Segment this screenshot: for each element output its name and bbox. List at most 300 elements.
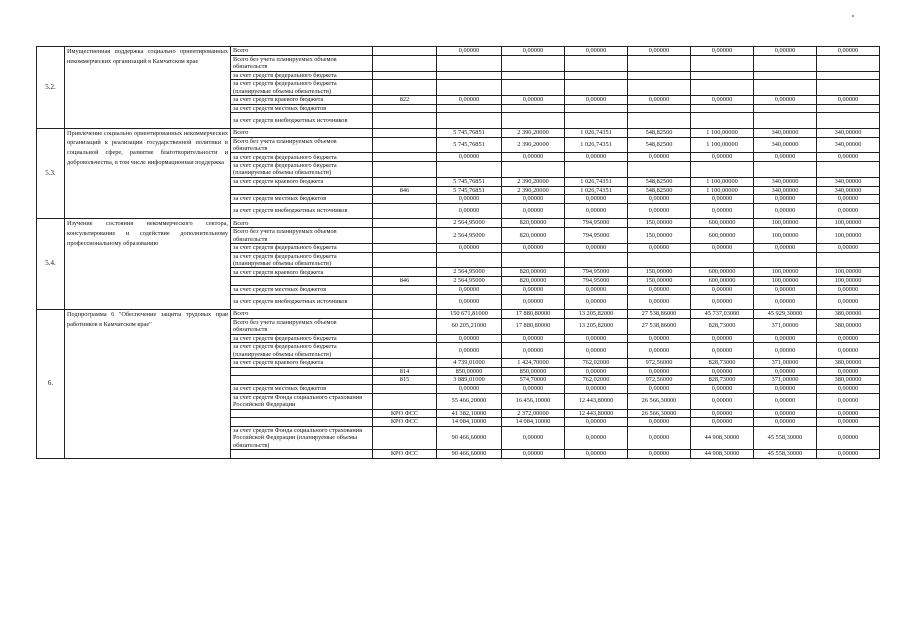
section-number: 6. xyxy=(37,310,65,459)
funding-source: за счет средств Фонда социального страхования Российской Федерации (планируемые объемы обязательств) xyxy=(231,426,373,449)
amount-cell xyxy=(817,162,880,178)
amount-cell: 1 026,74351 xyxy=(565,177,628,186)
amount-cell xyxy=(754,104,817,113)
amount-cell: 2 564,95000 xyxy=(437,277,502,286)
amount-cell xyxy=(565,55,628,71)
amount-cell: 850,00000 xyxy=(502,367,565,376)
amount-cell: 0,00000 xyxy=(817,385,880,394)
amount-cell: 0,00000 xyxy=(817,243,880,252)
amount-cell: 0,00000 xyxy=(691,47,754,56)
amount-cell xyxy=(437,162,502,178)
amount-cell: 0,00000 xyxy=(502,343,565,359)
amount-cell: 0,00000 xyxy=(437,153,502,162)
amount-cell xyxy=(437,252,502,268)
amount-cell: 828,73000 xyxy=(691,376,754,385)
amount-cell: 1 026,74351 xyxy=(565,186,628,195)
amount-cell: 2 390,20000 xyxy=(502,137,565,153)
amount-cell: 0,00000 xyxy=(817,426,880,449)
budget-code xyxy=(373,80,437,96)
amount-cell: 0,00000 xyxy=(691,294,754,310)
amount-cell: 0,00000 xyxy=(502,243,565,252)
amount-cell: 0,00000 xyxy=(502,385,565,394)
amount-cell: 5 745,76851 xyxy=(437,177,502,186)
budget-code xyxy=(373,343,437,359)
amount-cell: 0,00000 xyxy=(754,418,817,427)
amount-cell: 0,00000 xyxy=(691,385,754,394)
amount-cell: 90 466,60000 xyxy=(437,426,502,449)
budget-code xyxy=(373,228,437,244)
amount-cell: 0,00000 xyxy=(565,426,628,449)
amount-cell: 340,00000 xyxy=(754,177,817,186)
amount-cell: 600,00000 xyxy=(691,268,754,277)
amount-cell: 5 745,76851 xyxy=(437,128,502,137)
table-row xyxy=(37,128,880,137)
budget-code xyxy=(373,162,437,178)
amount-cell: 60 205,21000 xyxy=(437,318,502,334)
budget-code xyxy=(373,113,437,129)
funding-source: за счет средств внебюджетных источников xyxy=(231,203,373,219)
amount-cell: 0,00000 xyxy=(754,343,817,359)
amount-cell xyxy=(817,113,880,129)
amount-cell: 2 564,95000 xyxy=(437,219,502,228)
amount-cell: 828,73000 xyxy=(691,359,754,368)
funding-source: Всего без учета планируемых объемов обязательств xyxy=(231,137,373,153)
amount-cell: 0,00000 xyxy=(817,450,880,459)
amount-cell: 26 566,30000 xyxy=(628,393,691,409)
amount-cell xyxy=(817,80,880,96)
amount-cell: 0,00000 xyxy=(817,285,880,294)
budget-code xyxy=(373,294,437,310)
amount-cell: 1 100,00000 xyxy=(691,137,754,153)
amount-cell: 150 671,81000 xyxy=(437,310,502,319)
amount-cell: 0,00000 xyxy=(817,418,880,427)
budget-code: 815 xyxy=(373,376,437,385)
amount-cell: 5 745,76851 xyxy=(437,137,502,153)
section-name: Привлечение социально ориентированных некоммерческих организаций к реализации государственной политики в социальной сфере, развитие благотворительности и добровольчества, в том числе информационная поддержка xyxy=(65,128,231,219)
amount-cell xyxy=(628,71,691,80)
amount-cell: 0,00000 xyxy=(754,285,817,294)
amount-cell xyxy=(754,113,817,129)
amount-cell: 0,00000 xyxy=(437,47,502,56)
amount-cell: 45 558,30000 xyxy=(754,426,817,449)
amount-cell: 100,00000 xyxy=(754,228,817,244)
funding-source xyxy=(231,367,373,376)
amount-cell: 0,00000 xyxy=(502,334,565,343)
amount-cell: 0,00000 xyxy=(565,450,628,459)
amount-cell: 548,82500 xyxy=(628,128,691,137)
budget-code xyxy=(373,385,437,394)
funding-source: за счет средств федерального бюджета xyxy=(231,243,373,252)
amount-cell: 0,00000 xyxy=(565,243,628,252)
amount-cell xyxy=(691,55,754,71)
amount-cell: 762,02000 xyxy=(565,359,628,368)
amount-cell: 2 372,00000 xyxy=(502,409,565,418)
amount-cell xyxy=(628,162,691,178)
budget-code xyxy=(373,153,437,162)
amount-cell: 0,00000 xyxy=(565,385,628,394)
amount-cell: 13 205,82000 xyxy=(565,310,628,319)
amount-cell: 0,00000 xyxy=(817,203,880,219)
funding-source: за счет средств федерального бюджета (планируемые объемы обязательств) xyxy=(231,252,373,268)
amount-cell xyxy=(437,104,502,113)
amount-cell: 16 456,10000 xyxy=(502,393,565,409)
amount-cell: 150,00000 xyxy=(628,228,691,244)
amount-cell: 0,00000 xyxy=(817,294,880,310)
amount-cell: 44 908,30000 xyxy=(691,450,754,459)
amount-cell: 2 564,95000 xyxy=(437,268,502,277)
amount-cell: 820,00000 xyxy=(502,277,565,286)
amount-cell: 548,82500 xyxy=(628,177,691,186)
amount-cell xyxy=(817,104,880,113)
amount-cell: 55 466,20000 xyxy=(437,393,502,409)
amount-cell: 0,00000 xyxy=(628,418,691,427)
amount-cell: 0,00000 xyxy=(817,195,880,204)
section-number: 5.3. xyxy=(37,128,65,219)
budget-table-page xyxy=(36,46,880,459)
amount-cell: 794,95000 xyxy=(565,219,628,228)
amount-cell: 0,00000 xyxy=(502,195,565,204)
table-row xyxy=(37,219,880,228)
amount-cell: 794,95000 xyxy=(565,277,628,286)
amount-cell xyxy=(502,71,565,80)
amount-cell: 150,00000 xyxy=(628,219,691,228)
amount-cell xyxy=(817,252,880,268)
amount-cell: 0,00000 xyxy=(817,367,880,376)
amount-cell: 972,56000 xyxy=(628,359,691,368)
amount-cell: 0,00000 xyxy=(691,393,754,409)
funding-source: Всего без учета планируемых объемов обязательств xyxy=(231,318,373,334)
amount-cell: 0,00000 xyxy=(502,203,565,219)
funding-source: за счет средств федерального бюджета xyxy=(231,153,373,162)
amount-cell: 600,00000 xyxy=(691,277,754,286)
amount-cell: 0,00000 xyxy=(628,426,691,449)
amount-cell: 0,00000 xyxy=(628,367,691,376)
amount-cell xyxy=(691,252,754,268)
amount-cell: 0,00000 xyxy=(437,294,502,310)
amount-cell: 0,00000 xyxy=(754,409,817,418)
amount-cell xyxy=(502,252,565,268)
amount-cell: 0,00000 xyxy=(628,385,691,394)
amount-cell: 2 390,20000 xyxy=(502,186,565,195)
amount-cell: 820,00000 xyxy=(502,268,565,277)
amount-cell xyxy=(565,162,628,178)
amount-cell: 27 538,86000 xyxy=(628,310,691,319)
amount-cell xyxy=(691,80,754,96)
amount-cell: 0,00000 xyxy=(817,96,880,105)
amount-cell: 0,00000 xyxy=(437,334,502,343)
budget-code: КРО ФСС xyxy=(373,409,437,418)
amount-cell xyxy=(691,71,754,80)
amount-cell: 0,00000 xyxy=(565,47,628,56)
amount-cell: 1 100,00000 xyxy=(691,128,754,137)
amount-cell: 0,00000 xyxy=(754,334,817,343)
budget-code xyxy=(373,195,437,204)
section-number: 5.2. xyxy=(37,47,65,129)
section-name: Имущественная поддержка социально ориентированных некоммерческих организаций в Камчатском крае xyxy=(65,47,231,129)
amount-cell: 100,00000 xyxy=(817,268,880,277)
amount-cell: 100,00000 xyxy=(817,219,880,228)
amount-cell xyxy=(628,252,691,268)
amount-cell: 100,00000 xyxy=(817,228,880,244)
amount-cell: 0,00000 xyxy=(502,96,565,105)
amount-cell: 0,00000 xyxy=(691,367,754,376)
amount-cell xyxy=(502,55,565,71)
amount-cell: 0,00000 xyxy=(628,153,691,162)
budget-code xyxy=(373,243,437,252)
amount-cell: 4 739,01000 xyxy=(437,359,502,368)
budget-code xyxy=(373,334,437,343)
amount-cell: 0,00000 xyxy=(691,409,754,418)
amount-cell: 794,95000 xyxy=(565,228,628,244)
amount-cell xyxy=(565,113,628,129)
amount-cell: 0,00000 xyxy=(437,195,502,204)
budget-code xyxy=(373,128,437,137)
funding-source xyxy=(231,186,373,195)
amount-cell: 380,00000 xyxy=(817,359,880,368)
amount-cell: 2 390,20000 xyxy=(502,177,565,186)
amount-cell xyxy=(817,55,880,71)
amount-cell: 150,00000 xyxy=(628,268,691,277)
budget-code xyxy=(373,55,437,71)
amount-cell: 0,00000 xyxy=(437,243,502,252)
scan-speck xyxy=(852,15,854,17)
amount-cell: 0,00000 xyxy=(502,450,565,459)
funding-source: Всего xyxy=(231,310,373,319)
amount-cell: 45 929,30000 xyxy=(754,310,817,319)
amount-cell: 340,00000 xyxy=(754,128,817,137)
budget-code: 846 xyxy=(373,186,437,195)
budget-code: 822 xyxy=(373,96,437,105)
amount-cell: 1 026,74351 xyxy=(565,137,628,153)
amount-cell: 0,00000 xyxy=(565,96,628,105)
amount-cell: 340,00000 xyxy=(754,186,817,195)
amount-cell: 762,02000 xyxy=(565,376,628,385)
amount-cell: 100,00000 xyxy=(754,219,817,228)
amount-cell: 27 538,86000 xyxy=(628,318,691,334)
amount-cell xyxy=(437,80,502,96)
funding-source xyxy=(231,450,373,459)
amount-cell: 820,00000 xyxy=(502,228,565,244)
funding-source: за счет средств федерального бюджета xyxy=(231,334,373,343)
amount-cell xyxy=(437,113,502,129)
amount-cell: 0,00000 xyxy=(628,47,691,56)
amount-cell: 371,00000 xyxy=(754,359,817,368)
amount-cell: 0,00000 xyxy=(565,203,628,219)
amount-cell: 380,00000 xyxy=(817,318,880,334)
budget-code xyxy=(373,252,437,268)
section-name: Подпрограмма 6 "Обеспечение защиты трудовых прав работников в Камчатском крае" xyxy=(65,310,231,459)
budget-code xyxy=(373,393,437,409)
amount-cell: 0,00000 xyxy=(754,367,817,376)
funding-source: Всего без учета планируемых объемов обязательств xyxy=(231,228,373,244)
amount-cell: 0,00000 xyxy=(691,96,754,105)
section-name: Изучение состояния некоммерческого сектора, консультирование и содействие дополнительному профессиональному образованию xyxy=(65,219,231,310)
budget-code xyxy=(373,318,437,334)
amount-cell: 0,00000 xyxy=(628,203,691,219)
amount-cell: 0,00000 xyxy=(628,96,691,105)
amount-cell xyxy=(565,80,628,96)
funding-source: за счет средств краевого бюджета xyxy=(231,359,373,368)
amount-cell: 548,82500 xyxy=(628,137,691,153)
amount-cell: 0,00000 xyxy=(502,294,565,310)
table-row xyxy=(37,310,880,319)
amount-cell xyxy=(691,104,754,113)
funding-source: за счет средств федерального бюджета (планируемые объемы обязательств) xyxy=(231,80,373,96)
amount-cell: 0,00000 xyxy=(437,96,502,105)
amount-cell: 600,00000 xyxy=(691,228,754,244)
funding-source: за счет средств местных бюджетов xyxy=(231,104,373,113)
amount-cell: 0,00000 xyxy=(437,343,502,359)
amount-cell: 150,00000 xyxy=(628,277,691,286)
amount-cell: 0,00000 xyxy=(565,343,628,359)
budget-code xyxy=(373,285,437,294)
section-number: 5.4. xyxy=(37,219,65,310)
amount-cell: 548,82500 xyxy=(628,186,691,195)
amount-cell: 0,00000 xyxy=(691,243,754,252)
amount-cell: 0,00000 xyxy=(754,243,817,252)
funding-source xyxy=(231,277,373,286)
amount-cell: 0,00000 xyxy=(691,195,754,204)
amount-cell: 14 084,10000 xyxy=(437,418,502,427)
amount-cell: 340,00000 xyxy=(754,137,817,153)
amount-cell: 1 424,70000 xyxy=(502,359,565,368)
amount-cell: 0,00000 xyxy=(628,243,691,252)
amount-cell: 0,00000 xyxy=(502,153,565,162)
amount-cell: 0,00000 xyxy=(437,385,502,394)
amount-cell: 600,00000 xyxy=(691,219,754,228)
amount-cell xyxy=(437,55,502,71)
funding-source: за счет средств федерального бюджета (планируемые объемы обязательств) xyxy=(231,162,373,178)
amount-cell: 0,00000 xyxy=(565,367,628,376)
budget-code: 846 xyxy=(373,277,437,286)
amount-cell xyxy=(628,55,691,71)
funding-source: Всего xyxy=(231,128,373,137)
budget-code: КРО ФСС xyxy=(373,418,437,427)
funding-source: за счет средств краевого бюджета xyxy=(231,96,373,105)
amount-cell xyxy=(754,55,817,71)
amount-cell: 26 566,30000 xyxy=(628,409,691,418)
amount-cell xyxy=(502,80,565,96)
funding-source: за счет средств краевого бюджета xyxy=(231,268,373,277)
funding-source: за счет средств федерального бюджета (планируемые объемы обязательств) xyxy=(231,343,373,359)
amount-cell: 0,00000 xyxy=(817,47,880,56)
amount-cell: 0,00000 xyxy=(691,343,754,359)
amount-cell xyxy=(502,162,565,178)
amount-cell xyxy=(754,80,817,96)
amount-cell xyxy=(754,71,817,80)
funding-source xyxy=(231,418,373,427)
funding-source: за счет средств местных бюджетов xyxy=(231,285,373,294)
amount-cell: 0,00000 xyxy=(565,334,628,343)
amount-cell: 1 100,00000 xyxy=(691,186,754,195)
amount-cell: 0,00000 xyxy=(565,285,628,294)
budget-code: 814 xyxy=(373,367,437,376)
amount-cell: 0,00000 xyxy=(817,334,880,343)
funding-source: Всего xyxy=(231,219,373,228)
amount-cell xyxy=(754,162,817,178)
amount-cell: 12 443,80000 xyxy=(565,393,628,409)
funding-source: за счет средств федерального бюджета xyxy=(231,71,373,80)
amount-cell: 0,00000 xyxy=(502,285,565,294)
amount-cell: 0,00000 xyxy=(817,343,880,359)
amount-cell: 2 390,20000 xyxy=(502,128,565,137)
amount-cell: 0,00000 xyxy=(628,285,691,294)
funding-source: за счет средств Фонда социального страхования Российской Федерации xyxy=(231,393,373,409)
amount-cell: 0,00000 xyxy=(754,47,817,56)
amount-cell xyxy=(565,71,628,80)
amount-cell: 100,00000 xyxy=(754,268,817,277)
amount-cell: 5 745,76851 xyxy=(437,186,502,195)
amount-cell: 41 382,10000 xyxy=(437,409,502,418)
funding-source: за счет средств внебюджетных источников xyxy=(231,294,373,310)
amount-cell: 0,00000 xyxy=(691,334,754,343)
amount-cell: 850,00000 xyxy=(437,367,502,376)
amount-cell xyxy=(502,104,565,113)
amount-cell: 90 466,60000 xyxy=(437,450,502,459)
amount-cell: 0,00000 xyxy=(691,418,754,427)
table-row xyxy=(37,47,880,56)
amount-cell xyxy=(691,162,754,178)
budget-code xyxy=(373,47,437,56)
budget-code: КРО ФСС xyxy=(373,450,437,459)
amount-cell: 371,00000 xyxy=(754,318,817,334)
amount-cell: 340,00000 xyxy=(817,186,880,195)
amount-cell: 14 084,10000 xyxy=(502,418,565,427)
amount-cell: 1 100,00000 xyxy=(691,177,754,186)
budget-code xyxy=(373,310,437,319)
funding-source xyxy=(231,376,373,385)
amount-cell: 0,00000 xyxy=(628,450,691,459)
budget-code xyxy=(373,268,437,277)
amount-cell: 0,00000 xyxy=(565,195,628,204)
amount-cell: 0,00000 xyxy=(817,153,880,162)
amount-cell: 380,00000 xyxy=(817,310,880,319)
amount-cell: 820,00000 xyxy=(502,219,565,228)
amount-cell: 0,00000 xyxy=(754,385,817,394)
amount-cell: 828,73000 xyxy=(691,318,754,334)
funding-source: Всего без учета планируемых объемов обязательств xyxy=(231,55,373,71)
budget-code xyxy=(373,203,437,219)
budget-code xyxy=(373,219,437,228)
amount-cell: 0,00000 xyxy=(754,294,817,310)
amount-cell: 972,56000 xyxy=(628,376,691,385)
amount-cell: 0,00000 xyxy=(628,343,691,359)
amount-cell: 0,00000 xyxy=(754,195,817,204)
amount-cell: 0,00000 xyxy=(817,393,880,409)
amount-cell: 3 889,01000 xyxy=(437,376,502,385)
amount-cell: 574,70000 xyxy=(502,376,565,385)
amount-cell: 0,00000 xyxy=(754,203,817,219)
amount-cell: 0,00000 xyxy=(437,285,502,294)
amount-cell: 2 564,95000 xyxy=(437,228,502,244)
amount-cell: 17 880,80000 xyxy=(502,310,565,319)
amount-cell xyxy=(817,71,880,80)
funding-source: Всего xyxy=(231,47,373,56)
amount-cell: 0,00000 xyxy=(502,47,565,56)
amount-cell: 380,00000 xyxy=(817,376,880,385)
funding-source: за счет средств внебюджетных источников xyxy=(231,113,373,129)
budget-code xyxy=(373,137,437,153)
budget-code xyxy=(373,426,437,449)
amount-cell: 340,00000 xyxy=(817,137,880,153)
amount-cell xyxy=(754,252,817,268)
amount-cell: 0,00000 xyxy=(691,153,754,162)
amount-cell xyxy=(628,113,691,129)
amount-cell: 13 205,82000 xyxy=(565,318,628,334)
amount-cell: 45 737,03000 xyxy=(691,310,754,319)
amount-cell: 0,00000 xyxy=(565,418,628,427)
funding-source: за счет средств краевого бюджета xyxy=(231,177,373,186)
